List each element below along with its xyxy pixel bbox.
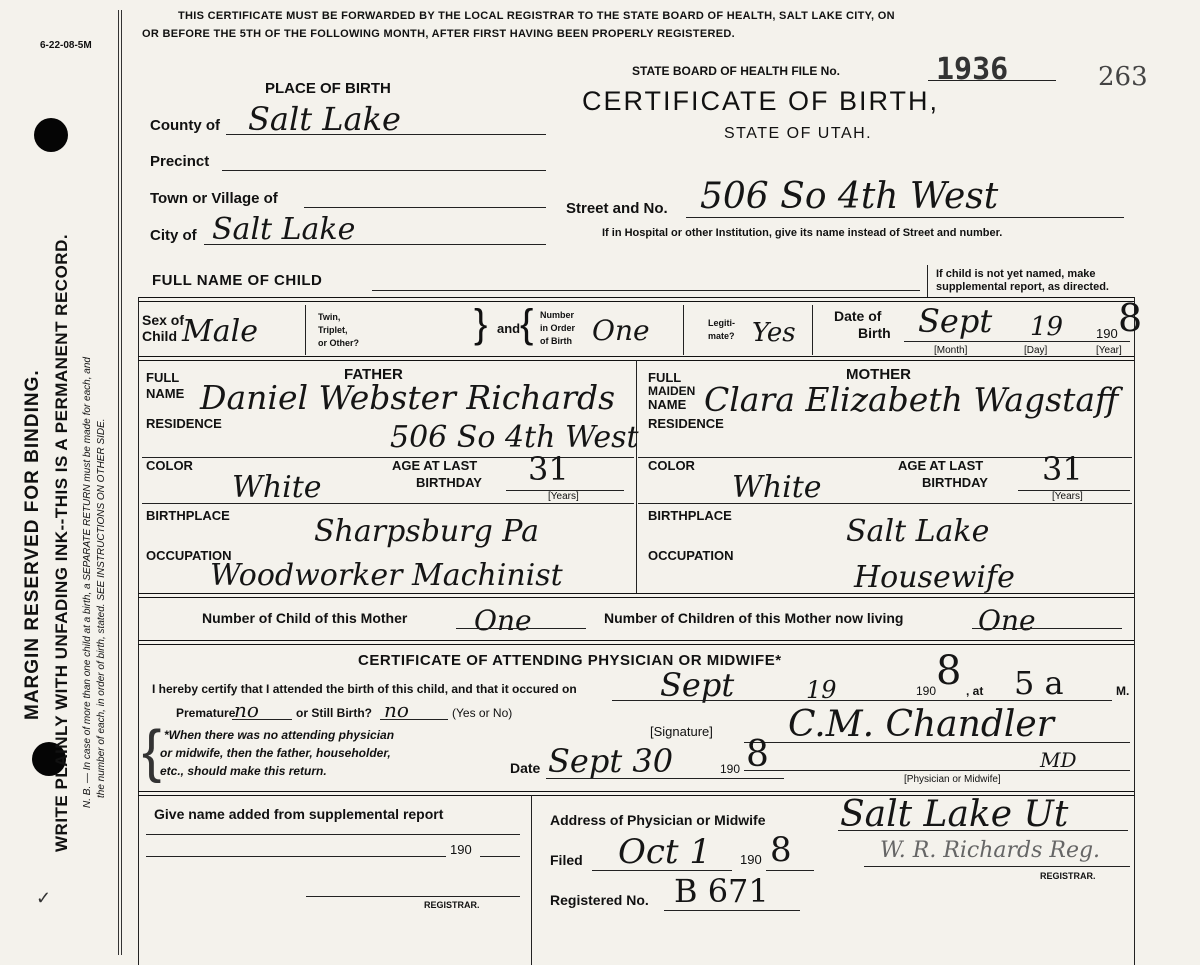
note-line-2: or midwife, then the father, householder,	[160, 746, 391, 760]
margin-line	[118, 10, 119, 955]
occurred-day: 19	[806, 676, 837, 704]
unnamed-note-1: If child is not yet named, make	[936, 268, 1096, 280]
state-title: STATE OF UTAH.	[724, 125, 873, 142]
father-age-label-1: AGE AT LAST	[392, 458, 478, 473]
precinct-label: Precinct	[150, 153, 210, 170]
day-caption: [Day]	[1024, 345, 1048, 356]
physician-signature: C.M. Chandler	[788, 704, 1054, 745]
margin-line-inner	[121, 10, 122, 955]
occurred-year-prefix: 190	[916, 684, 937, 698]
order-label-3: of Birth	[540, 336, 572, 346]
supplemental-label: Give name added from supplemental report	[154, 806, 444, 822]
header-line-1: THIS CERTIFICATE MUST BE FORWARDED BY THE LOCAL REGISTRAR TO THE STATE BOARD OF HEALTH, SALT LAKE CITY, ON	[178, 10, 895, 22]
premature-value: no	[234, 698, 259, 722]
certificate-title: CERTIFICATE OF BIRTH,	[582, 86, 940, 116]
margin-binding-text: MARGIN RESERVED FOR BINDING.	[22, 369, 43, 720]
mother-name-label: NAME	[648, 397, 687, 412]
legit-value: Yes	[752, 318, 796, 348]
note-brace: {	[142, 719, 162, 784]
city-label: City of	[150, 227, 197, 244]
address-value: Salt Lake Ut	[840, 794, 1069, 835]
legit-label-2: mate?	[708, 331, 735, 341]
binding-hole-top	[34, 118, 68, 152]
filed-year-prefix: 190	[740, 852, 762, 867]
mother-birthplace-label: BIRTHPLACE	[648, 508, 732, 523]
occurred-year: 8	[936, 648, 962, 694]
md-suffix: MD	[1040, 748, 1077, 772]
filed-label: Filed	[550, 852, 583, 868]
twin-label-2: Triplet,	[318, 325, 348, 335]
year-caption: [Year]	[1096, 345, 1122, 356]
filed-year: 8	[770, 830, 792, 870]
father-residence-label: RESIDENCE	[146, 416, 222, 431]
physician-heading: CERTIFICATE OF ATTENDING PHYSICIAN OR MIDWIFE*	[358, 652, 782, 669]
brace-left: {	[520, 302, 534, 346]
margin-ink-text: WRITE PLAINLY WITH UNFADING INK--THIS IS A PERMANENT RECORD.	[52, 233, 71, 852]
signed-date-label: Date	[510, 760, 541, 776]
county-label: County of	[150, 117, 220, 134]
note-line-1: *When there was no attending physician	[164, 728, 395, 742]
yes-no-label: (Yes or No)	[452, 706, 513, 720]
hospital-note: If in Hospital or other Institution, give its name instead of Street and number.	[602, 227, 1003, 239]
registered-number: B 671	[674, 872, 769, 910]
supplemental-registrar: REGISTRAR.	[424, 900, 480, 910]
father-residence: 506 So 4th West	[390, 420, 639, 455]
signature-label: [Signature]	[650, 724, 713, 739]
father-age: 31	[528, 450, 569, 488]
occurred-time: 5 a	[1014, 664, 1064, 702]
address-label: Address of Physician or Midwife	[550, 812, 766, 828]
month-caption: [Month]	[934, 345, 968, 356]
mother-birthplace: Salt Lake	[846, 514, 990, 549]
supplemental-year-prefix: 190	[450, 842, 472, 857]
father-age-label-2: BIRTHDAY	[416, 475, 482, 490]
filed-date: Oct 1	[618, 832, 712, 872]
mother-age-label-2: BIRTHDAY	[922, 475, 988, 490]
file-number: 1936	[936, 52, 1009, 87]
place-heading: PLACE OF BIRTH	[265, 80, 391, 97]
header-line-2: OR BEFORE THE 5TH OF THE FOLLOWING MONTH, AFTER FIRST HAVING BEEN PROPERLY REGISTERED.	[142, 28, 735, 40]
mother-full: FULL	[648, 370, 682, 385]
dob-year: 8	[1118, 296, 1143, 340]
legit-label-1: Legiti-	[708, 318, 735, 328]
father-full: FULL	[146, 370, 180, 385]
father-name-label: NAME	[146, 386, 185, 401]
father-heading: FATHER	[344, 366, 403, 383]
dob-month: Sept	[918, 302, 993, 340]
mother-color-label: COLOR	[648, 458, 695, 473]
m-label: M.	[1116, 684, 1130, 698]
sex-label-2: Child	[142, 328, 177, 344]
mother-color: White	[732, 470, 822, 505]
mother-age: 31	[1042, 450, 1083, 488]
dob-label-2: Birth	[858, 325, 891, 341]
corner-number: 263	[1098, 62, 1148, 92]
twin-label-3: or Other?	[318, 338, 360, 348]
father-color: White	[232, 470, 322, 505]
father-birthplace-label: BIRTHPLACE	[146, 508, 230, 523]
brace-right: }	[474, 302, 488, 346]
town-label: Town or Village of	[150, 190, 278, 207]
order-label-1: Number	[540, 310, 575, 320]
certify-text: I hereby certify that I attended the birth of this child, and that it occured on	[152, 682, 577, 696]
mother-years-caption: [Years]	[1052, 491, 1083, 502]
unnamed-note-2: supplemental report, as directed.	[936, 281, 1109, 293]
city-value: Salt Lake	[212, 212, 356, 247]
file-label: STATE BOARD OF HEALTH FILE No.	[632, 64, 840, 78]
still-birth-label: or Still Birth?	[296, 706, 372, 720]
margin-note-1: N. B. — In case of more than one child at a birth, a SEPARATE RETURN must be made for each, and	[82, 357, 93, 808]
mother-maiden: MAIDEN	[648, 384, 696, 398]
note-line-3: etc., should make this return.	[160, 764, 327, 778]
registrar-signature: W. R. Richards Reg.	[880, 838, 1101, 863]
child-number-label: Number of Child of this Mother	[202, 610, 408, 626]
child-number-value: One	[474, 604, 532, 637]
father-birthplace: Sharpsburg Pa	[314, 514, 540, 549]
registered-label: Registered No.	[550, 892, 649, 908]
county-value: Salt Lake	[248, 100, 401, 138]
mother-residence-label: RESIDENCE	[648, 416, 724, 431]
twin-label-1: Twin,	[318, 312, 341, 322]
street-label: Street and No.	[566, 200, 668, 217]
mother-heading: MOTHER	[846, 366, 911, 383]
premature-label: Premature	[176, 706, 236, 720]
at-label: , at	[966, 684, 984, 698]
sex-value: Male	[182, 314, 258, 349]
sex-label-1: Sex of	[142, 312, 185, 328]
dob-day: 19	[1030, 312, 1064, 342]
father-years-caption: [Years]	[548, 491, 579, 502]
file-number-line	[928, 80, 1056, 81]
mother-age-label-1: AGE AT LAST	[898, 458, 984, 473]
father-occupation-label: OCCUPATION	[146, 548, 232, 563]
living-value: One	[978, 604, 1036, 637]
father-color-label: COLOR	[146, 458, 193, 473]
order-label-2: in Order	[540, 323, 576, 333]
mother-occupation: Housewife	[854, 560, 1015, 595]
child-name-label: FULL NAME OF CHILD	[152, 272, 323, 289]
signed-year-prefix: 190	[720, 762, 741, 776]
mother-occupation-label: OCCUPATION	[648, 548, 734, 563]
occurred-month: Sept	[660, 666, 735, 704]
street-value: 506 So 4th West	[700, 176, 999, 217]
father-occupation: Woodworker Machinist	[210, 558, 563, 593]
dob-label-1: Date of	[834, 308, 882, 324]
signed-date: Sept 30	[548, 742, 674, 780]
mother-name: Clara Elizabeth Wagstaff	[704, 380, 1119, 419]
father-name: Daniel Webster Richards	[200, 378, 616, 417]
order-value: One	[592, 314, 650, 347]
role-caption: [Physician or Midwife]	[904, 774, 1001, 785]
dob-year-prefix: 190	[1096, 326, 1118, 341]
living-label: Number of Children of this Mother now living	[604, 610, 904, 626]
still-birth-value: no	[384, 698, 409, 722]
margin-note-2: the number of each, in order of birth, stated. SEE INSTRUCTIONS ON OTHER SIDE.	[96, 418, 107, 798]
signed-year: 8	[746, 734, 769, 775]
check-mark-icon: ✓	[36, 888, 52, 908]
form-code: 6-22-08-5M	[40, 40, 92, 51]
filing-registrar-caption: REGISTRAR.	[1040, 871, 1096, 881]
and-label: and	[497, 321, 521, 336]
